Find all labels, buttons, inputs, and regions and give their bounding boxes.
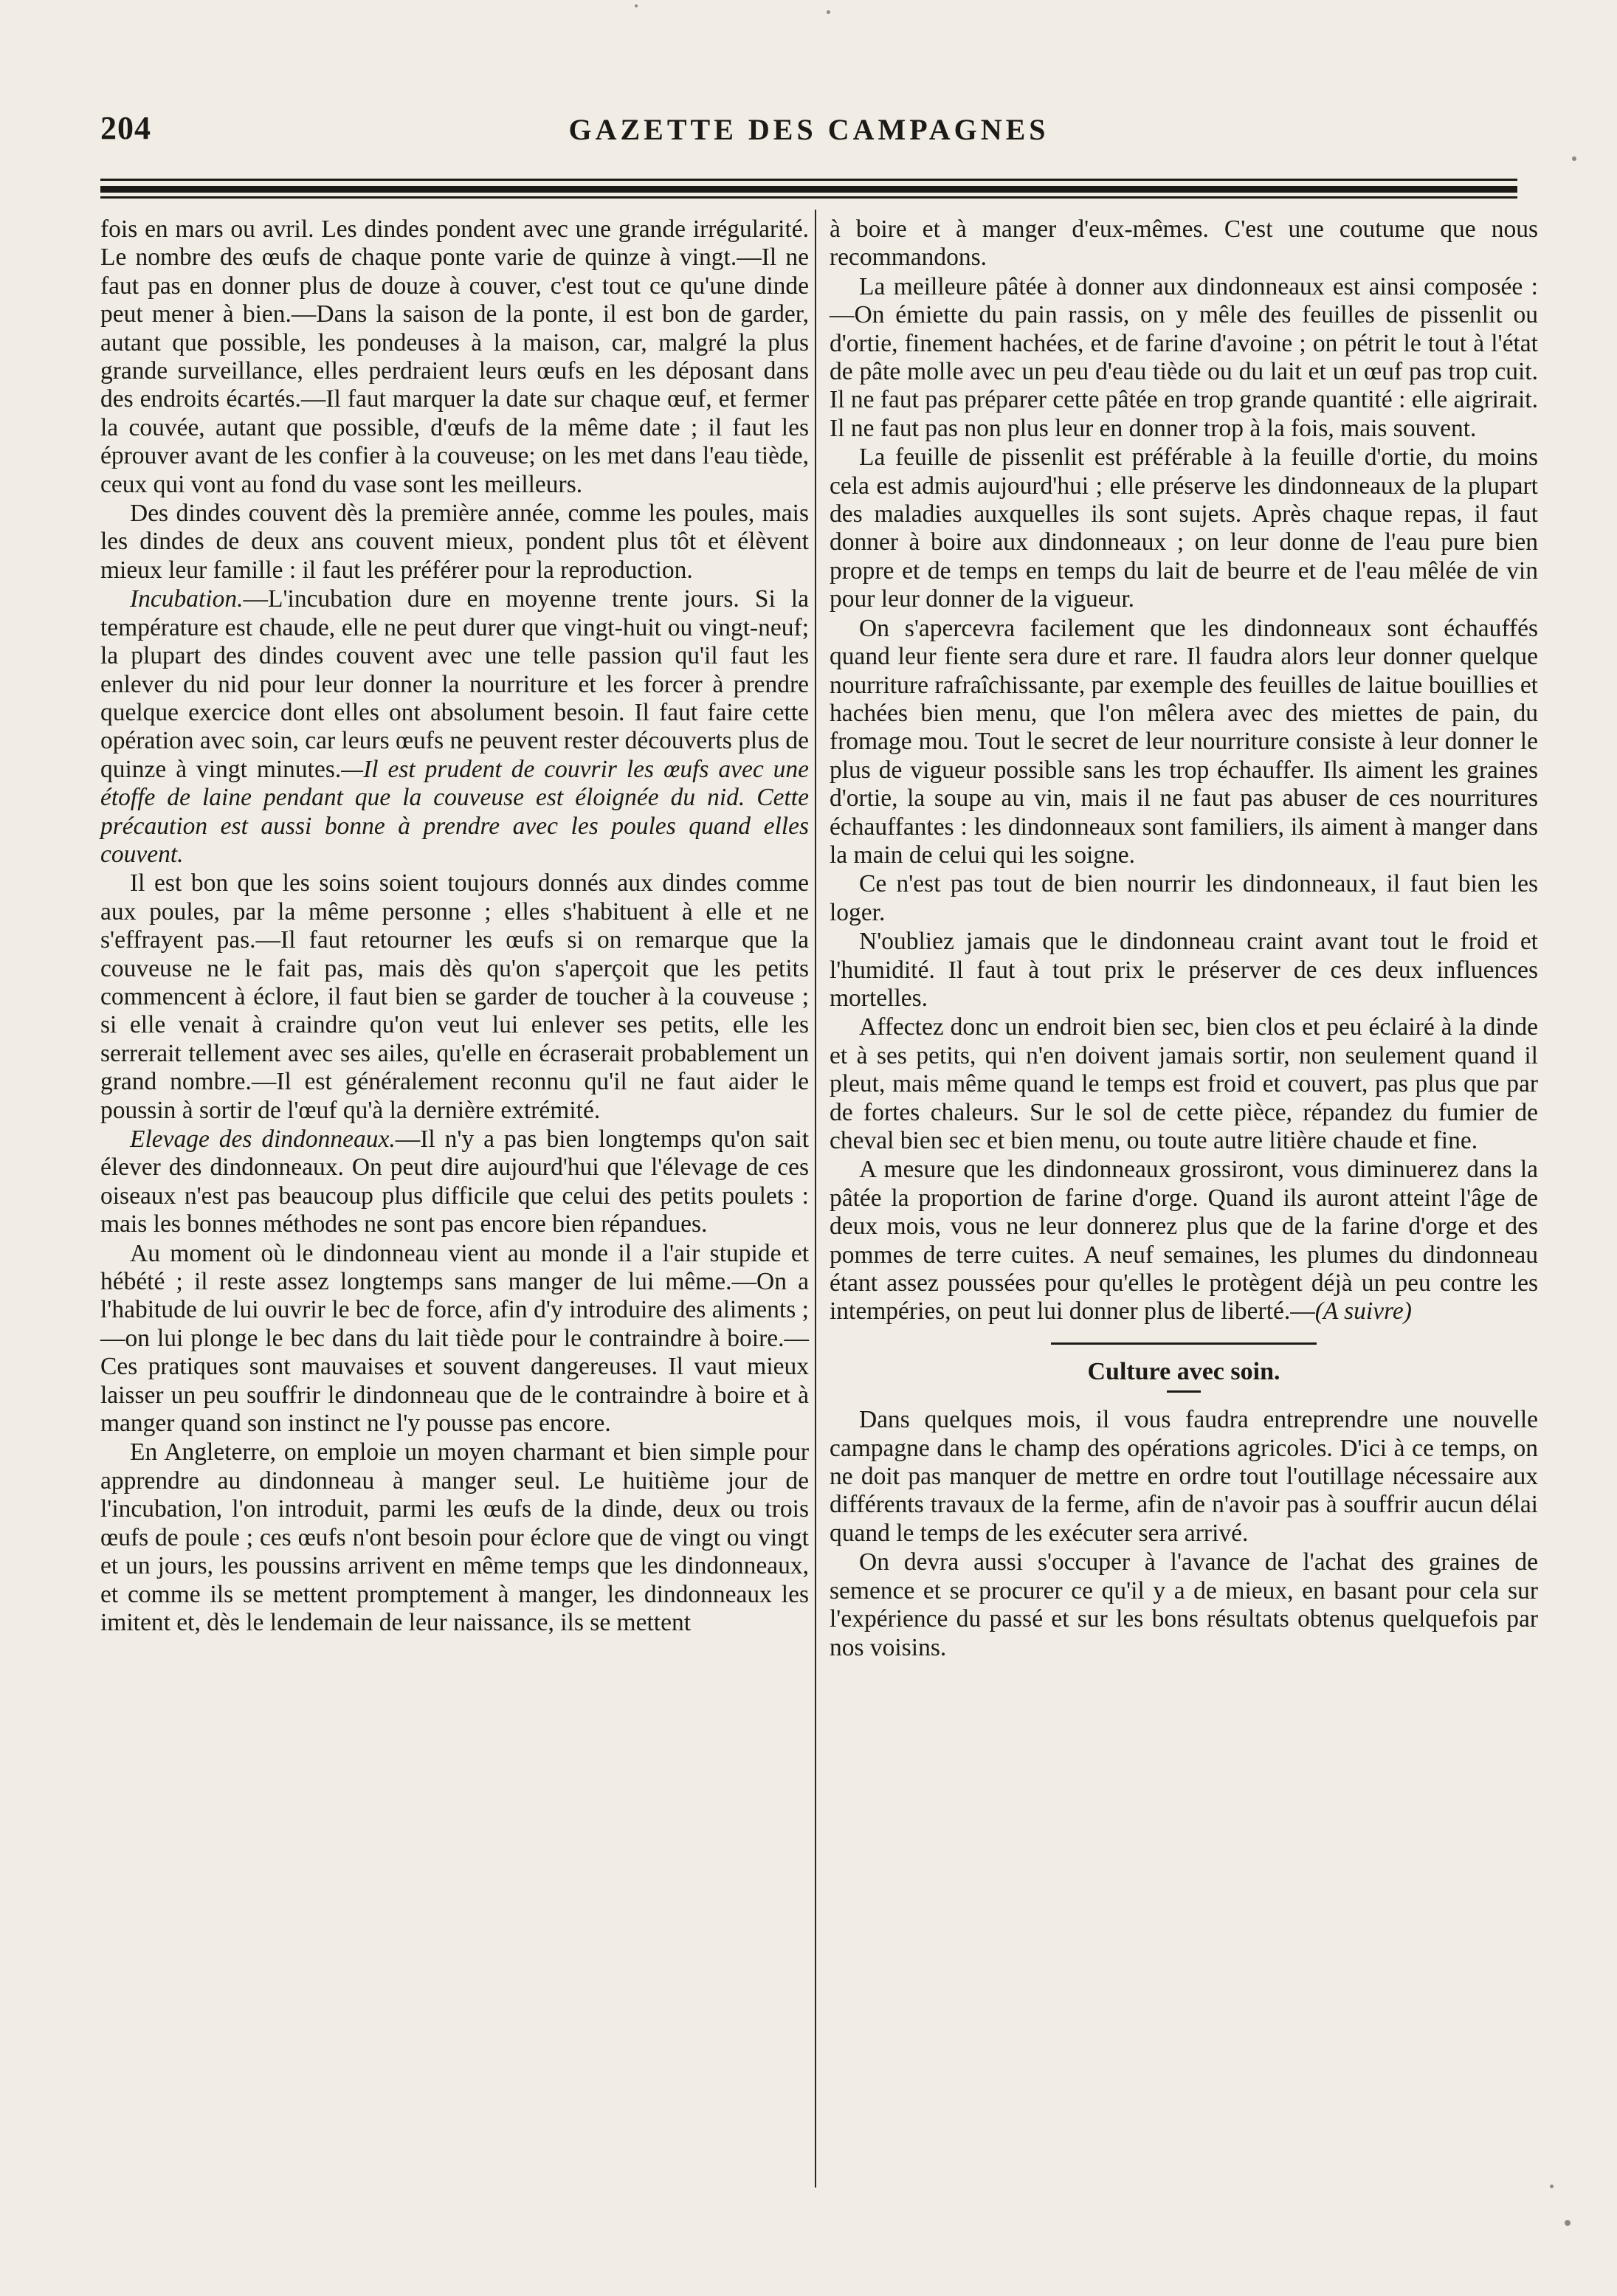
- section-title-dash: [1167, 1390, 1201, 1393]
- paragraph: [830, 615, 1538, 870]
- header-rule-thin-bottom: [100, 196, 1517, 199]
- header-rule-thick: [100, 186, 1517, 193]
- section-divider: [1051, 1342, 1317, 1345]
- paragraph-text: N'oubliez jamais que le dindonneau craint avant tout le froid et l'humidité. Il faut à tout prix le préserver de ces deux influences mortelles.: [830, 928, 1538, 1012]
- paragraph: [830, 1013, 1538, 1155]
- paragraph-text: à boire et à manger d'eux-mêmes. C'est une coutume que nous recommandons.: [830, 216, 1538, 272]
- paragraph-text: fois en mars ou avril. Les dindes pondent avec une grande irrégularité. Le nombre des œufs de chaque ponte varie de quinze à vingt.—Il ne faut pas en donner plus de douze à couver, c'est tout ce qu'une dinde peut mener à bien.—Dans la saison de la ponte, il est bon de garder, autant que possible, les pondeuses à la maison, car, malgré la plus grande surveillance, elles perdraient leurs œufs en les déposant dans des endroits écartés.—Il faut marquer la date sur chaque œuf, et fermer la couvée, autant que possible, d'œufs de la même date ; il faut les éprouver avant de les confier à la couveuse; on les met dans l'eau tiède, ceux qui vont au fond du vase sont les meilleurs.: [100, 216, 809, 498]
- paragraph: [830, 273, 1538, 443]
- paragraph: [830, 870, 1538, 927]
- section-paragraph: Dans quelques mois, il vous faudra entreprendre une nouvelle campagne dans le champ des opérations agricoles. D'ici à ce temps, on ne doit pas manquer de mettre en ordre tout l'outillage nécessaire aux différents travaux de la ferme, afin de n'avoir pas à souffrir aucun délai quand le temps de les exécuter sera arrivé.: [830, 1406, 1538, 1547]
- paragraph: [100, 1438, 809, 1637]
- paragraph: [830, 1156, 1538, 1325]
- paragraph-text: A mesure que les dindonneaux grossiront, vous diminuerez dans la pâtée la proportion de farine d'orge. Quand ils auront atteint l'âge de deux mois, vous ne leur donnerez plus que de la farine d'orge et des pommes de terre cuites. A neuf semaines, les plumes du dindonneau étant assez poussées pour qu'elles le protègent déjà un peu contre les intempéries, on peut lui donner plus de liberté.—: [830, 1156, 1538, 1325]
- section-title: Culture avec soin.: [1087, 1357, 1280, 1385]
- paragraph: [100, 500, 809, 585]
- paragraph-text: La feuille de pissenlit est préférable à la feuille d'ortie, du moins cela est admis aujourd'hui ; elle préserve les dindonneaux de la plupart des maladies auxquelles ils sont sujets. Après chaque repas, il faut donner à boire aux dindonneaux ; on leur donne de l'eau pure bien propre et de temps en temps du lait de beurre et de l'eau mêlée de vin pour leur donner de la vigueur.: [830, 444, 1538, 613]
- paragraph-text: La meilleure pâtée à donner aux dindonneaux est ainsi composée :—On émiette du pain rassis, on y mêle des feuilles de pissenlit ou d'ortie, finement hachées, et de farine d'avoine ; on pétrit le tout à l'état de pâte molle avec un peu d'eau tiède ou du lait et un œuf pas trop cuit. Il ne faut pas préparer cette pâtée en trop grande quantité : elle aigrirait. Il ne faut pas non plus leur en donner trop à la fois, mais souvent.: [830, 272, 1538, 442]
- print-speck: [1572, 156, 1576, 161]
- paragraph-text: —L'incubation dure en moyenne trente jours. Si la température est chaude, elle ne peut durer que vingt-huit ou vingt-neuf; la plupart des dindes couvent avec une telle passion qu'il faut les enlever du nid pour leur donner la nourriture et les forcer à prendre quelque exercice dont elles ont absolument besoin. Il faut faire cette opération avec soin, car leurs œufs ne peuvent rester découverts plus de quinze à vingt minutes.: [100, 585, 809, 783]
- paragraph: [100, 1240, 809, 1438]
- paragraph: [830, 216, 1538, 272]
- paragraph: [830, 928, 1538, 1013]
- right-column-body: [830, 216, 1538, 1326]
- paragraph-text: —Il n'y a pas bien longtemps qu'on sait élever des dindonneaux. On peut dire aujourd'hui que l'élevage de ces oiseaux n'est pas beaucoup plus difficile que celui des petits poulets : mais les bonnes méthodes ne sont pas encore bien répandues.: [100, 1125, 809, 1238]
- print-speck: [1565, 2220, 1571, 2226]
- print-speck: [1550, 2185, 1554, 2188]
- header-rule-thin: [100, 179, 1517, 181]
- paragraph-text: Ce n'est pas tout de bien nourrir les dindonneaux, il faut bien les loger.: [830, 870, 1538, 926]
- paragraph: [830, 444, 1538, 613]
- paragraph-heading: Elevage des dindonneaux.: [130, 1125, 396, 1153]
- paragraph-text: Affectez donc un endroit bien sec, bien clos et peu éclairé à la dinde et à ses petits, qui n'en doivent jamais sortir, non seulement quand il pleut, mais même quand le temps est froid et couvert, pas plus que par de fortes chaleurs. Sur le sol de cette pièce, répandez du fumier de cheval bien sec et bien menu, ou toute autre litière chaude et fine.: [830, 1013, 1538, 1154]
- paragraph: [100, 216, 809, 499]
- print-speck: [827, 10, 830, 14]
- italic-text: —Il est prudent de couvrir les œufs avec une étoffe de laine pendant que la couveuse est éloignée du nid. Cette précaution est aussi bonne à prendre avec les poules quand elles couvent.: [100, 755, 810, 868]
- paragraph-text: Au moment où le dindonneau vient au monde il a l'air stupide et hébété ; il reste assez longtemps sans manger de lui même.—On a l'habitude de lui ouvrir le bec de force, afin d'y introduire des aliments ;—on lui plonge le bec dans du lait tiède pour le contraindre à boire.—Ces pratiques sont mauvaises et souvent dangereuses. Il vaut mieux laisser un peu souffrir le dindonneau que de le contraindre à boire et à manger quand son instinct ne l'y pousse pas encore.: [100, 1239, 809, 1438]
- paragraph: [100, 585, 809, 869]
- paragraph-text: On s'apercevra facilement que les dindonneaux sont échauffés quand leur fiente sera dure et rare. Il faudra alors leur donner quelque nourriture rafraîchissante, par exemple des feuilles de laitue bouillies et hachées bien menu, que l'on mêlera avec des miettes de pain, du fromage mou. Tout le secret de leur nourriture consiste à leur donner le plus de vigueur possible sans les trop échauffer. Ils aiment les graines d'ortie, la soupe au vin, mais il ne faut pas abuser de ces nourritures échauffantes : les dindonneaux sont familiers, ils aiment à manger dans la main de celui qui les soigne.: [830, 614, 1538, 869]
- section-paragraph: On devra aussi s'occuper à l'avance de l'achat des graines de semence et se procurer ce qu'il y a de mieux, en basant pour cela sur l'expérience du passé et sur les bons résultats obtenus quelquefois par nos voisins.: [830, 1548, 1538, 1661]
- section-body: [830, 1406, 1538, 1662]
- right-column: [830, 216, 1538, 1663]
- left-column: [100, 216, 809, 1638]
- paragraph-text: Il est bon que les soins soient toujours donnés aux dindes comme aux poules, par la même personne ; elles s'habituent à elle et ne s'effrayent pas.—Il faut retourner les œufs si on remarque que la couveuse ne le fait pas, mais dès qu'on s'aperçoit que les petits commencent à éclore, il faut bien se garder de toucher à la couveuse ; si elle venait à craindre qu'on veut lui enlever ses petits, elle les serrerait tellement avec ses ailes, qu'elle en écraserait probablement un grand nombre.—Il est généralement reconnu qu'il ne faut aider le poussin à sortir de l'œuf qu'à la dernière extrémité.: [100, 869, 809, 1124]
- paragraph-text: En Angleterre, on emploie un moyen charmant et bien simple pour apprendre au dindonneau à manger seul. Le huitième jour de l'incubation, l'on introduit, parmi les œufs de la dinde, deux ou trois œufs de poule ; ces œufs n'ont besoin pour éclore que de vingt ou vingt et un jours, les poussins arrivent en même temps que les dindonneaux, et comme ils se mettent promptement à manger, les dindonneaux les imitent et, dès le lendemain de leur naissance, ils se mettent: [100, 1438, 809, 1636]
- paragraph-heading: Incubation.: [130, 585, 244, 613]
- page-number: 204: [100, 110, 151, 146]
- paragraph: [100, 1125, 809, 1239]
- running-title: GAZETTE DES CAMPAGNES: [568, 113, 1049, 146]
- print-speck: [635, 4, 638, 7]
- italic-text: (A suivre): [1314, 1297, 1412, 1325]
- page-header: [100, 109, 1517, 161]
- column-rule: [815, 210, 816, 2188]
- paragraph: [100, 869, 809, 1125]
- paragraph-text: Des dindes couvent dès la première année, comme les poules, mais les dindes de deux ans couvent mieux, pondent plus tôt et élèvent mieux leur famille : il faut les préférer pour la reproduction.: [100, 500, 809, 584]
